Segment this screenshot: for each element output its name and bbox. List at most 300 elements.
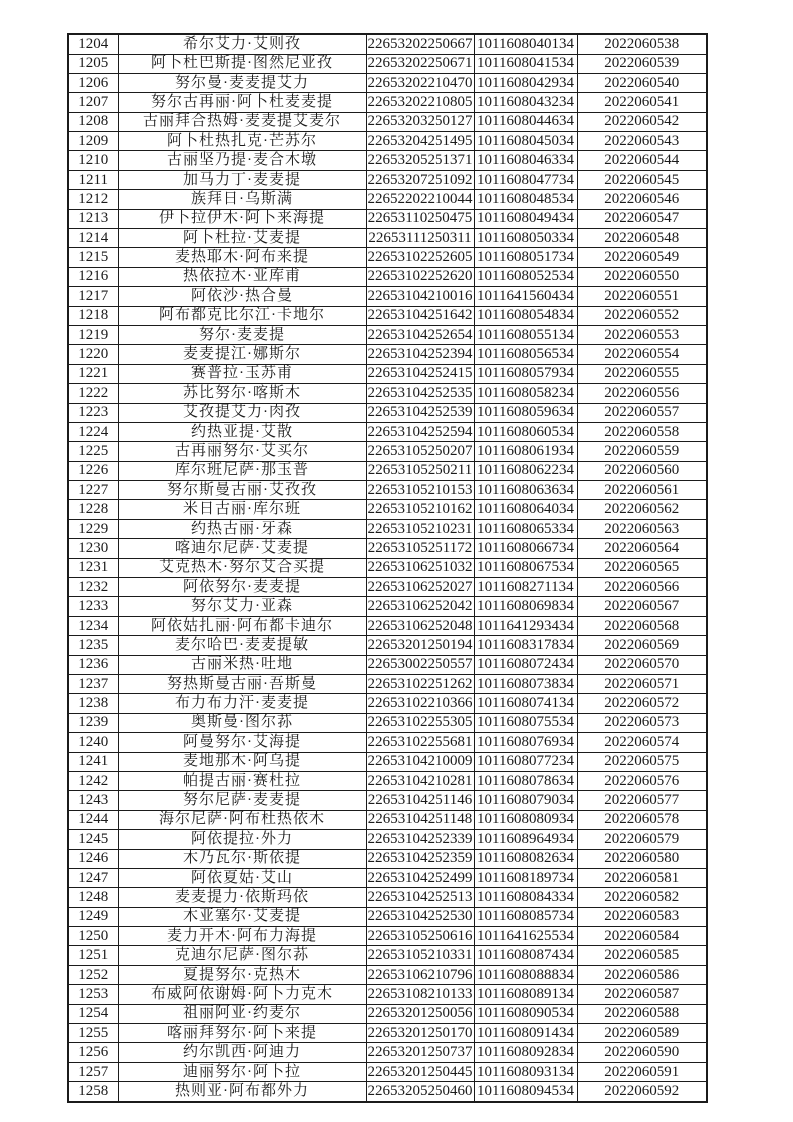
serial-number-cell: 2022060563 xyxy=(577,519,707,538)
table-row xyxy=(68,287,707,306)
certificate-number-cell: 1011608078634 xyxy=(474,771,577,790)
certificate-number-cell: 1011608067534 xyxy=(474,558,577,577)
row-number-cell: 1226 xyxy=(68,461,118,480)
table-row xyxy=(68,1024,707,1043)
serial-number-cell: 2022060574 xyxy=(577,733,707,752)
name-cell: 阿曼努尔·艾海提 xyxy=(118,733,366,752)
table-row xyxy=(68,364,707,383)
row-number-cell: 1215 xyxy=(68,248,118,267)
certificate-number-cell: 1011608050334 xyxy=(474,229,577,248)
certificate-number-cell: 1011608069834 xyxy=(474,597,577,616)
row-number-cell: 1255 xyxy=(68,1024,118,1043)
serial-number-cell: 2022060570 xyxy=(577,655,707,674)
name-cell: 阿卜杜热扎克·芒苏尔 xyxy=(118,132,366,151)
serial-number-cell: 2022060560 xyxy=(577,461,707,480)
serial-number-cell: 2022060576 xyxy=(577,771,707,790)
table-row xyxy=(68,461,707,480)
name-cell: 麦力开木·阿布力海提 xyxy=(118,927,366,946)
registration-number-cell: 22653202210805 xyxy=(366,93,474,112)
name-cell: 阿依努尔·麦麦提 xyxy=(118,578,366,597)
table-row xyxy=(68,306,707,325)
row-number-cell: 1218 xyxy=(68,306,118,325)
table-row xyxy=(68,810,707,829)
table-row xyxy=(68,868,707,887)
registration-number-cell: 22653105250616 xyxy=(366,927,474,946)
serial-number-cell: 2022060589 xyxy=(577,1024,707,1043)
row-number-cell: 1221 xyxy=(68,364,118,383)
certificate-number-cell: 1011641293434 xyxy=(474,616,577,635)
row-number-cell: 1254 xyxy=(68,1004,118,1023)
table-row xyxy=(68,539,707,558)
certificate-number-cell: 1011608094534 xyxy=(474,1082,577,1102)
certificate-number-cell: 1011608087434 xyxy=(474,946,577,965)
registration-number-cell: 22653104251642 xyxy=(366,306,474,325)
serial-number-cell: 2022060581 xyxy=(577,868,707,887)
registration-number-cell: 22653207251092 xyxy=(366,170,474,189)
row-number-cell: 1206 xyxy=(68,73,118,92)
row-number-cell: 1212 xyxy=(68,190,118,209)
serial-number-cell: 2022060573 xyxy=(577,713,707,732)
serial-number-cell: 2022060554 xyxy=(577,345,707,364)
serial-number-cell: 2022060569 xyxy=(577,636,707,655)
registration-number-cell: 22653104251146 xyxy=(366,791,474,810)
registration-number-cell: 22653105210331 xyxy=(366,946,474,965)
table-row xyxy=(68,946,707,965)
certificate-number-cell: 1011608066734 xyxy=(474,539,577,558)
serial-number-cell: 2022060547 xyxy=(577,209,707,228)
name-cell: 古丽坚乃提·麦合木墩 xyxy=(118,151,366,170)
certificate-number-cell: 1011608063634 xyxy=(474,481,577,500)
registration-number-cell: 22653106210796 xyxy=(366,965,474,984)
row-number-cell: 1243 xyxy=(68,791,118,810)
name-cell: 希尔艾力·艾则孜 xyxy=(118,34,366,54)
serial-number-cell: 2022060538 xyxy=(577,34,707,54)
serial-number-cell: 2022060567 xyxy=(577,597,707,616)
registration-number-cell: 22653102251262 xyxy=(366,675,474,694)
table-row xyxy=(68,558,707,577)
registration-number-cell: 22653002250557 xyxy=(366,655,474,674)
name-cell: 米日古丽·库尔班 xyxy=(118,500,366,519)
row-number-cell: 1209 xyxy=(68,132,118,151)
certificate-number-cell: 1011608044634 xyxy=(474,112,577,131)
certificate-number-cell: 1011608062234 xyxy=(474,461,577,480)
row-number-cell: 1220 xyxy=(68,345,118,364)
table-row xyxy=(68,229,707,248)
row-number-cell: 1238 xyxy=(68,694,118,713)
serial-number-cell: 2022060556 xyxy=(577,384,707,403)
table-row xyxy=(68,616,707,635)
name-cell: 布威阿依谢姆·阿卜力克木 xyxy=(118,985,366,1004)
row-number-cell: 1204 xyxy=(68,34,118,54)
registration-number-cell: 22653205250460 xyxy=(366,1082,474,1102)
registration-number-cell: 22653104252594 xyxy=(366,422,474,441)
serial-number-cell: 2022060580 xyxy=(577,849,707,868)
certificate-number-cell: 1011608091434 xyxy=(474,1024,577,1043)
registration-number-cell: 22653111250311 xyxy=(366,229,474,248)
row-number-cell: 1250 xyxy=(68,927,118,946)
table-row xyxy=(68,384,707,403)
row-number-cell: 1248 xyxy=(68,888,118,907)
row-number-cell: 1249 xyxy=(68,907,118,926)
certificate-number-cell: 1011641560434 xyxy=(474,287,577,306)
table-row xyxy=(68,752,707,771)
name-cell: 麦尔哈巴·麦麦提敏 xyxy=(118,636,366,655)
row-number-cell: 1233 xyxy=(68,597,118,616)
table-row xyxy=(68,519,707,538)
registration-number-cell: 22653104251148 xyxy=(366,810,474,829)
registration-number-cell: 22653102252620 xyxy=(366,267,474,286)
table-row xyxy=(68,34,707,54)
table-row xyxy=(68,771,707,790)
name-cell: 阿布都克比尔江·卡地尔 xyxy=(118,306,366,325)
table-row xyxy=(68,888,707,907)
certificate-number-cell: 1011608189734 xyxy=(474,868,577,887)
row-number-cell: 1251 xyxy=(68,946,118,965)
table-row xyxy=(68,578,707,597)
row-number-cell: 1217 xyxy=(68,287,118,306)
certificate-number-cell: 1011608271134 xyxy=(474,578,577,597)
row-number-cell: 1224 xyxy=(68,422,118,441)
certificate-number-cell: 1011608045034 xyxy=(474,132,577,151)
name-cell: 约热亚提·艾散 xyxy=(118,422,366,441)
certificate-number-cell: 1011608085734 xyxy=(474,907,577,926)
serial-number-cell: 2022060553 xyxy=(577,325,707,344)
serial-number-cell: 2022060582 xyxy=(577,888,707,907)
registration-number-cell: 22653202210470 xyxy=(366,73,474,92)
registration-number-cell: 22653105251172 xyxy=(366,539,474,558)
serial-number-cell: 2022060558 xyxy=(577,422,707,441)
table-row xyxy=(68,112,707,131)
row-number-cell: 1237 xyxy=(68,675,118,694)
certificate-number-cell: 1011608964934 xyxy=(474,830,577,849)
row-number-cell: 1227 xyxy=(68,481,118,500)
table-row xyxy=(68,694,707,713)
registration-number-cell: 22653108210133 xyxy=(366,985,474,1004)
registration-number-cell: 22653104252339 xyxy=(366,830,474,849)
certificate-number-cell: 1011608055134 xyxy=(474,325,577,344)
serial-number-cell: 2022060565 xyxy=(577,558,707,577)
registration-number-cell: 22653104252530 xyxy=(366,907,474,926)
serial-number-cell: 2022060543 xyxy=(577,132,707,151)
name-cell: 麦热耶木·阿布来提 xyxy=(118,248,366,267)
table-row xyxy=(68,93,707,112)
serial-number-cell: 2022060588 xyxy=(577,1004,707,1023)
registration-number-cell: 22653201250445 xyxy=(366,1062,474,1081)
serial-number-cell: 2022060540 xyxy=(577,73,707,92)
certificate-number-cell: 1011608092834 xyxy=(474,1043,577,1062)
row-number-cell: 1257 xyxy=(68,1062,118,1081)
certificate-number-cell: 1011608076934 xyxy=(474,733,577,752)
certificate-number-cell: 1011608079034 xyxy=(474,791,577,810)
serial-number-cell: 2022060549 xyxy=(577,248,707,267)
table-row xyxy=(68,345,707,364)
name-cell: 苏比努尔·喀斯木 xyxy=(118,384,366,403)
certificate-number-cell: 1011608084334 xyxy=(474,888,577,907)
certificate-number-cell: 1011608317834 xyxy=(474,636,577,655)
certificate-number-cell: 1011608060534 xyxy=(474,422,577,441)
registration-number-cell: 22653106252048 xyxy=(366,616,474,635)
table-row xyxy=(68,1062,707,1081)
table-row xyxy=(68,190,707,209)
table-row xyxy=(68,73,707,92)
certificate-number-cell: 1011608080934 xyxy=(474,810,577,829)
certificate-number-cell: 1011608057934 xyxy=(474,364,577,383)
row-number-cell: 1208 xyxy=(68,112,118,131)
name-cell: 阿卜杜拉·艾麦提 xyxy=(118,229,366,248)
table-row xyxy=(68,132,707,151)
registration-number-cell: 22653104210009 xyxy=(366,752,474,771)
table-row xyxy=(68,985,707,1004)
row-number-cell: 1211 xyxy=(68,170,118,189)
serial-number-cell: 2022060575 xyxy=(577,752,707,771)
serial-number-cell: 2022060572 xyxy=(577,694,707,713)
certificate-number-cell: 1011608041534 xyxy=(474,54,577,73)
name-cell: 帕提古丽·赛杜拉 xyxy=(118,771,366,790)
registration-number-cell: 22653104252394 xyxy=(366,345,474,364)
name-cell: 奥斯曼·图尔荪 xyxy=(118,713,366,732)
table-row xyxy=(68,849,707,868)
table-row xyxy=(68,830,707,849)
registration-number-cell: 22653105210162 xyxy=(366,500,474,519)
roster-table xyxy=(67,33,708,1103)
name-cell: 麦地那木·阿乌提 xyxy=(118,752,366,771)
row-number-cell: 1229 xyxy=(68,519,118,538)
table-row xyxy=(68,442,707,461)
registration-number-cell: 22653105210153 xyxy=(366,481,474,500)
certificate-number-cell: 1011608090534 xyxy=(474,1004,577,1023)
name-cell: 迪丽努尔·阿卜拉 xyxy=(118,1062,366,1081)
serial-number-cell: 2022060550 xyxy=(577,267,707,286)
serial-number-cell: 2022060562 xyxy=(577,500,707,519)
serial-number-cell: 2022060546 xyxy=(577,190,707,209)
registration-number-cell: 22653105250211 xyxy=(366,461,474,480)
row-number-cell: 1230 xyxy=(68,539,118,558)
certificate-number-cell: 1011608075534 xyxy=(474,713,577,732)
name-cell: 约尔凯西·阿迪力 xyxy=(118,1043,366,1062)
table-row xyxy=(68,151,707,170)
name-cell: 努尔斯曼古丽·艾孜孜 xyxy=(118,481,366,500)
row-number-cell: 1235 xyxy=(68,636,118,655)
serial-number-cell: 2022060552 xyxy=(577,306,707,325)
serial-number-cell: 2022060559 xyxy=(577,442,707,461)
table-row xyxy=(68,636,707,655)
row-number-cell: 1242 xyxy=(68,771,118,790)
row-number-cell: 1228 xyxy=(68,500,118,519)
name-cell: 热依拉木·亚库甫 xyxy=(118,267,366,286)
serial-number-cell: 2022060568 xyxy=(577,616,707,635)
name-cell: 喀迪尔尼萨·艾麦提 xyxy=(118,539,366,558)
registration-number-cell: 22653102252605 xyxy=(366,248,474,267)
serial-number-cell: 2022060579 xyxy=(577,830,707,849)
name-cell: 努热斯曼古丽·吾斯曼 xyxy=(118,675,366,694)
name-cell: 约热古丽·牙森 xyxy=(118,519,366,538)
name-cell: 麦麦提力·依斯玛依 xyxy=(118,888,366,907)
roster-table-body xyxy=(68,34,707,1102)
certificate-number-cell: 1011608059634 xyxy=(474,403,577,422)
registration-number-cell: 22653106251032 xyxy=(366,558,474,577)
registration-number-cell: 22653201250056 xyxy=(366,1004,474,1023)
row-number-cell: 1252 xyxy=(68,965,118,984)
serial-number-cell: 2022060584 xyxy=(577,927,707,946)
certificate-number-cell: 1011608072434 xyxy=(474,655,577,674)
registration-number-cell: 22653104252535 xyxy=(366,384,474,403)
row-number-cell: 1222 xyxy=(68,384,118,403)
name-cell: 木乃瓦尔·斯依提 xyxy=(118,849,366,868)
registration-number-cell: 22653104210281 xyxy=(366,771,474,790)
certificate-number-cell: 1011608049434 xyxy=(474,209,577,228)
registration-number-cell: 22653205251371 xyxy=(366,151,474,170)
name-cell: 喀丽拜努尔·阿卜来提 xyxy=(118,1024,366,1043)
certificate-number-cell: 1011608048534 xyxy=(474,190,577,209)
table-row xyxy=(68,422,707,441)
registration-number-cell: 22653204251495 xyxy=(366,132,474,151)
row-number-cell: 1245 xyxy=(68,830,118,849)
name-cell: 古丽拜合热姆·麦麦提艾麦尔 xyxy=(118,112,366,131)
registration-number-cell: 22653201250194 xyxy=(366,636,474,655)
row-number-cell: 1236 xyxy=(68,655,118,674)
table-row xyxy=(68,267,707,286)
row-number-cell: 1246 xyxy=(68,849,118,868)
table-row xyxy=(68,248,707,267)
name-cell: 阿依夏姑·艾山 xyxy=(118,868,366,887)
row-number-cell: 1207 xyxy=(68,93,118,112)
row-number-cell: 1247 xyxy=(68,868,118,887)
table-row xyxy=(68,733,707,752)
table-row xyxy=(68,209,707,228)
row-number-cell: 1240 xyxy=(68,733,118,752)
certificate-number-cell: 1011608043234 xyxy=(474,93,577,112)
certificate-number-cell: 1011608054834 xyxy=(474,306,577,325)
name-cell: 艾孜提艾力·肉孜 xyxy=(118,403,366,422)
name-cell: 努尔·麦麦提 xyxy=(118,325,366,344)
table-row xyxy=(68,1082,707,1102)
serial-number-cell: 2022060541 xyxy=(577,93,707,112)
name-cell: 古再丽努尔·艾买尔 xyxy=(118,442,366,461)
table-row xyxy=(68,791,707,810)
name-cell: 祖丽阿亚·约麦尔 xyxy=(118,1004,366,1023)
row-number-cell: 1210 xyxy=(68,151,118,170)
table-row xyxy=(68,965,707,984)
registration-number-cell: 22652202210044 xyxy=(366,190,474,209)
serial-number-cell: 2022060578 xyxy=(577,810,707,829)
certificate-number-cell: 1011641625534 xyxy=(474,927,577,946)
name-cell: 阿依沙·热合曼 xyxy=(118,287,366,306)
serial-number-cell: 2022060564 xyxy=(577,539,707,558)
serial-number-cell: 2022060585 xyxy=(577,946,707,965)
name-cell: 夏提努尔·克热木 xyxy=(118,965,366,984)
serial-number-cell: 2022060586 xyxy=(577,965,707,984)
name-cell: 木亚塞尔·艾麦提 xyxy=(118,907,366,926)
registration-number-cell: 22653104252415 xyxy=(366,364,474,383)
registration-number-cell: 22653104252513 xyxy=(366,888,474,907)
certificate-number-cell: 1011608047734 xyxy=(474,170,577,189)
certificate-number-cell: 1011608052534 xyxy=(474,267,577,286)
registration-number-cell: 22653201250170 xyxy=(366,1024,474,1043)
serial-number-cell: 2022060545 xyxy=(577,170,707,189)
row-number-cell: 1253 xyxy=(68,985,118,1004)
certificate-number-cell: 1011608058234 xyxy=(474,384,577,403)
row-number-cell: 1219 xyxy=(68,325,118,344)
name-cell: 努尔曼·麦麦提艾力 xyxy=(118,73,366,92)
name-cell: 克迪尔尼萨·图尔荪 xyxy=(118,946,366,965)
registration-number-cell: 22653105210231 xyxy=(366,519,474,538)
name-cell: 族拜日·乌斯满 xyxy=(118,190,366,209)
registration-number-cell: 22653110250475 xyxy=(366,209,474,228)
registration-number-cell: 22653106252027 xyxy=(366,578,474,597)
certificate-number-cell: 1011608042934 xyxy=(474,73,577,92)
certificate-number-cell: 1011608093134 xyxy=(474,1062,577,1081)
name-cell: 努尔尼萨·麦麦提 xyxy=(118,791,366,810)
row-number-cell: 1234 xyxy=(68,616,118,635)
serial-number-cell: 2022060587 xyxy=(577,985,707,1004)
name-cell: 艾克热木·努尔艾合买提 xyxy=(118,558,366,577)
name-cell: 古丽米热·吐地 xyxy=(118,655,366,674)
table-row xyxy=(68,927,707,946)
table-row xyxy=(68,403,707,422)
serial-number-cell: 2022060583 xyxy=(577,907,707,926)
name-cell: 阿卜杜巴斯提·图然尼亚孜 xyxy=(118,54,366,73)
certificate-number-cell: 1011608077234 xyxy=(474,752,577,771)
registration-number-cell: 22653102210366 xyxy=(366,694,474,713)
name-cell: 阿依姑扎丽·阿布都卡迪尔 xyxy=(118,616,366,635)
row-number-cell: 1216 xyxy=(68,267,118,286)
serial-number-cell: 2022060544 xyxy=(577,151,707,170)
serial-number-cell: 2022060566 xyxy=(577,578,707,597)
registration-number-cell: 22653202250667 xyxy=(366,34,474,54)
registration-number-cell: 22653202250671 xyxy=(366,54,474,73)
table-row xyxy=(68,1043,707,1062)
serial-number-cell: 2022060539 xyxy=(577,54,707,73)
table-row xyxy=(68,1004,707,1023)
name-cell: 热则亚·阿布都外力 xyxy=(118,1082,366,1102)
row-number-cell: 1214 xyxy=(68,229,118,248)
serial-number-cell: 2022060542 xyxy=(577,112,707,131)
row-number-cell: 1213 xyxy=(68,209,118,228)
certificate-number-cell: 1011608046334 xyxy=(474,151,577,170)
name-cell: 赛普拉·玉苏甫 xyxy=(118,364,366,383)
row-number-cell: 1232 xyxy=(68,578,118,597)
table-row xyxy=(68,713,707,732)
certificate-number-cell: 1011608073834 xyxy=(474,675,577,694)
name-cell: 麦麦提江·娜斯尔 xyxy=(118,345,366,364)
row-number-cell: 1241 xyxy=(68,752,118,771)
certificate-number-cell: 1011608064034 xyxy=(474,500,577,519)
registration-number-cell: 22653105250207 xyxy=(366,442,474,461)
registration-number-cell: 22653104210016 xyxy=(366,287,474,306)
table-row xyxy=(68,54,707,73)
name-cell: 伊卜拉伊木·阿卜来海提 xyxy=(118,209,366,228)
row-number-cell: 1223 xyxy=(68,403,118,422)
certificate-number-cell: 1011608074134 xyxy=(474,694,577,713)
name-cell: 阿依提拉·外力 xyxy=(118,830,366,849)
registration-number-cell: 22653102255305 xyxy=(366,713,474,732)
row-number-cell: 1256 xyxy=(68,1043,118,1062)
table-row xyxy=(68,325,707,344)
name-cell: 海尔尼萨·阿布杜热依木 xyxy=(118,810,366,829)
certificate-number-cell: 1011608088834 xyxy=(474,965,577,984)
registration-number-cell: 22653102255681 xyxy=(366,733,474,752)
certificate-number-cell: 1011608056534 xyxy=(474,345,577,364)
serial-number-cell: 2022060548 xyxy=(577,229,707,248)
certificate-number-cell: 1011608051734 xyxy=(474,248,577,267)
certificate-number-cell: 1011608065334 xyxy=(474,519,577,538)
name-cell: 库尔班尼萨·那玉普 xyxy=(118,461,366,480)
row-number-cell: 1258 xyxy=(68,1082,118,1102)
registration-number-cell: 22653104252499 xyxy=(366,868,474,887)
name-cell: 布力布力汗·麦麦提 xyxy=(118,694,366,713)
registration-number-cell: 22653104252539 xyxy=(366,403,474,422)
certificate-number-cell: 1011608040134 xyxy=(474,34,577,54)
